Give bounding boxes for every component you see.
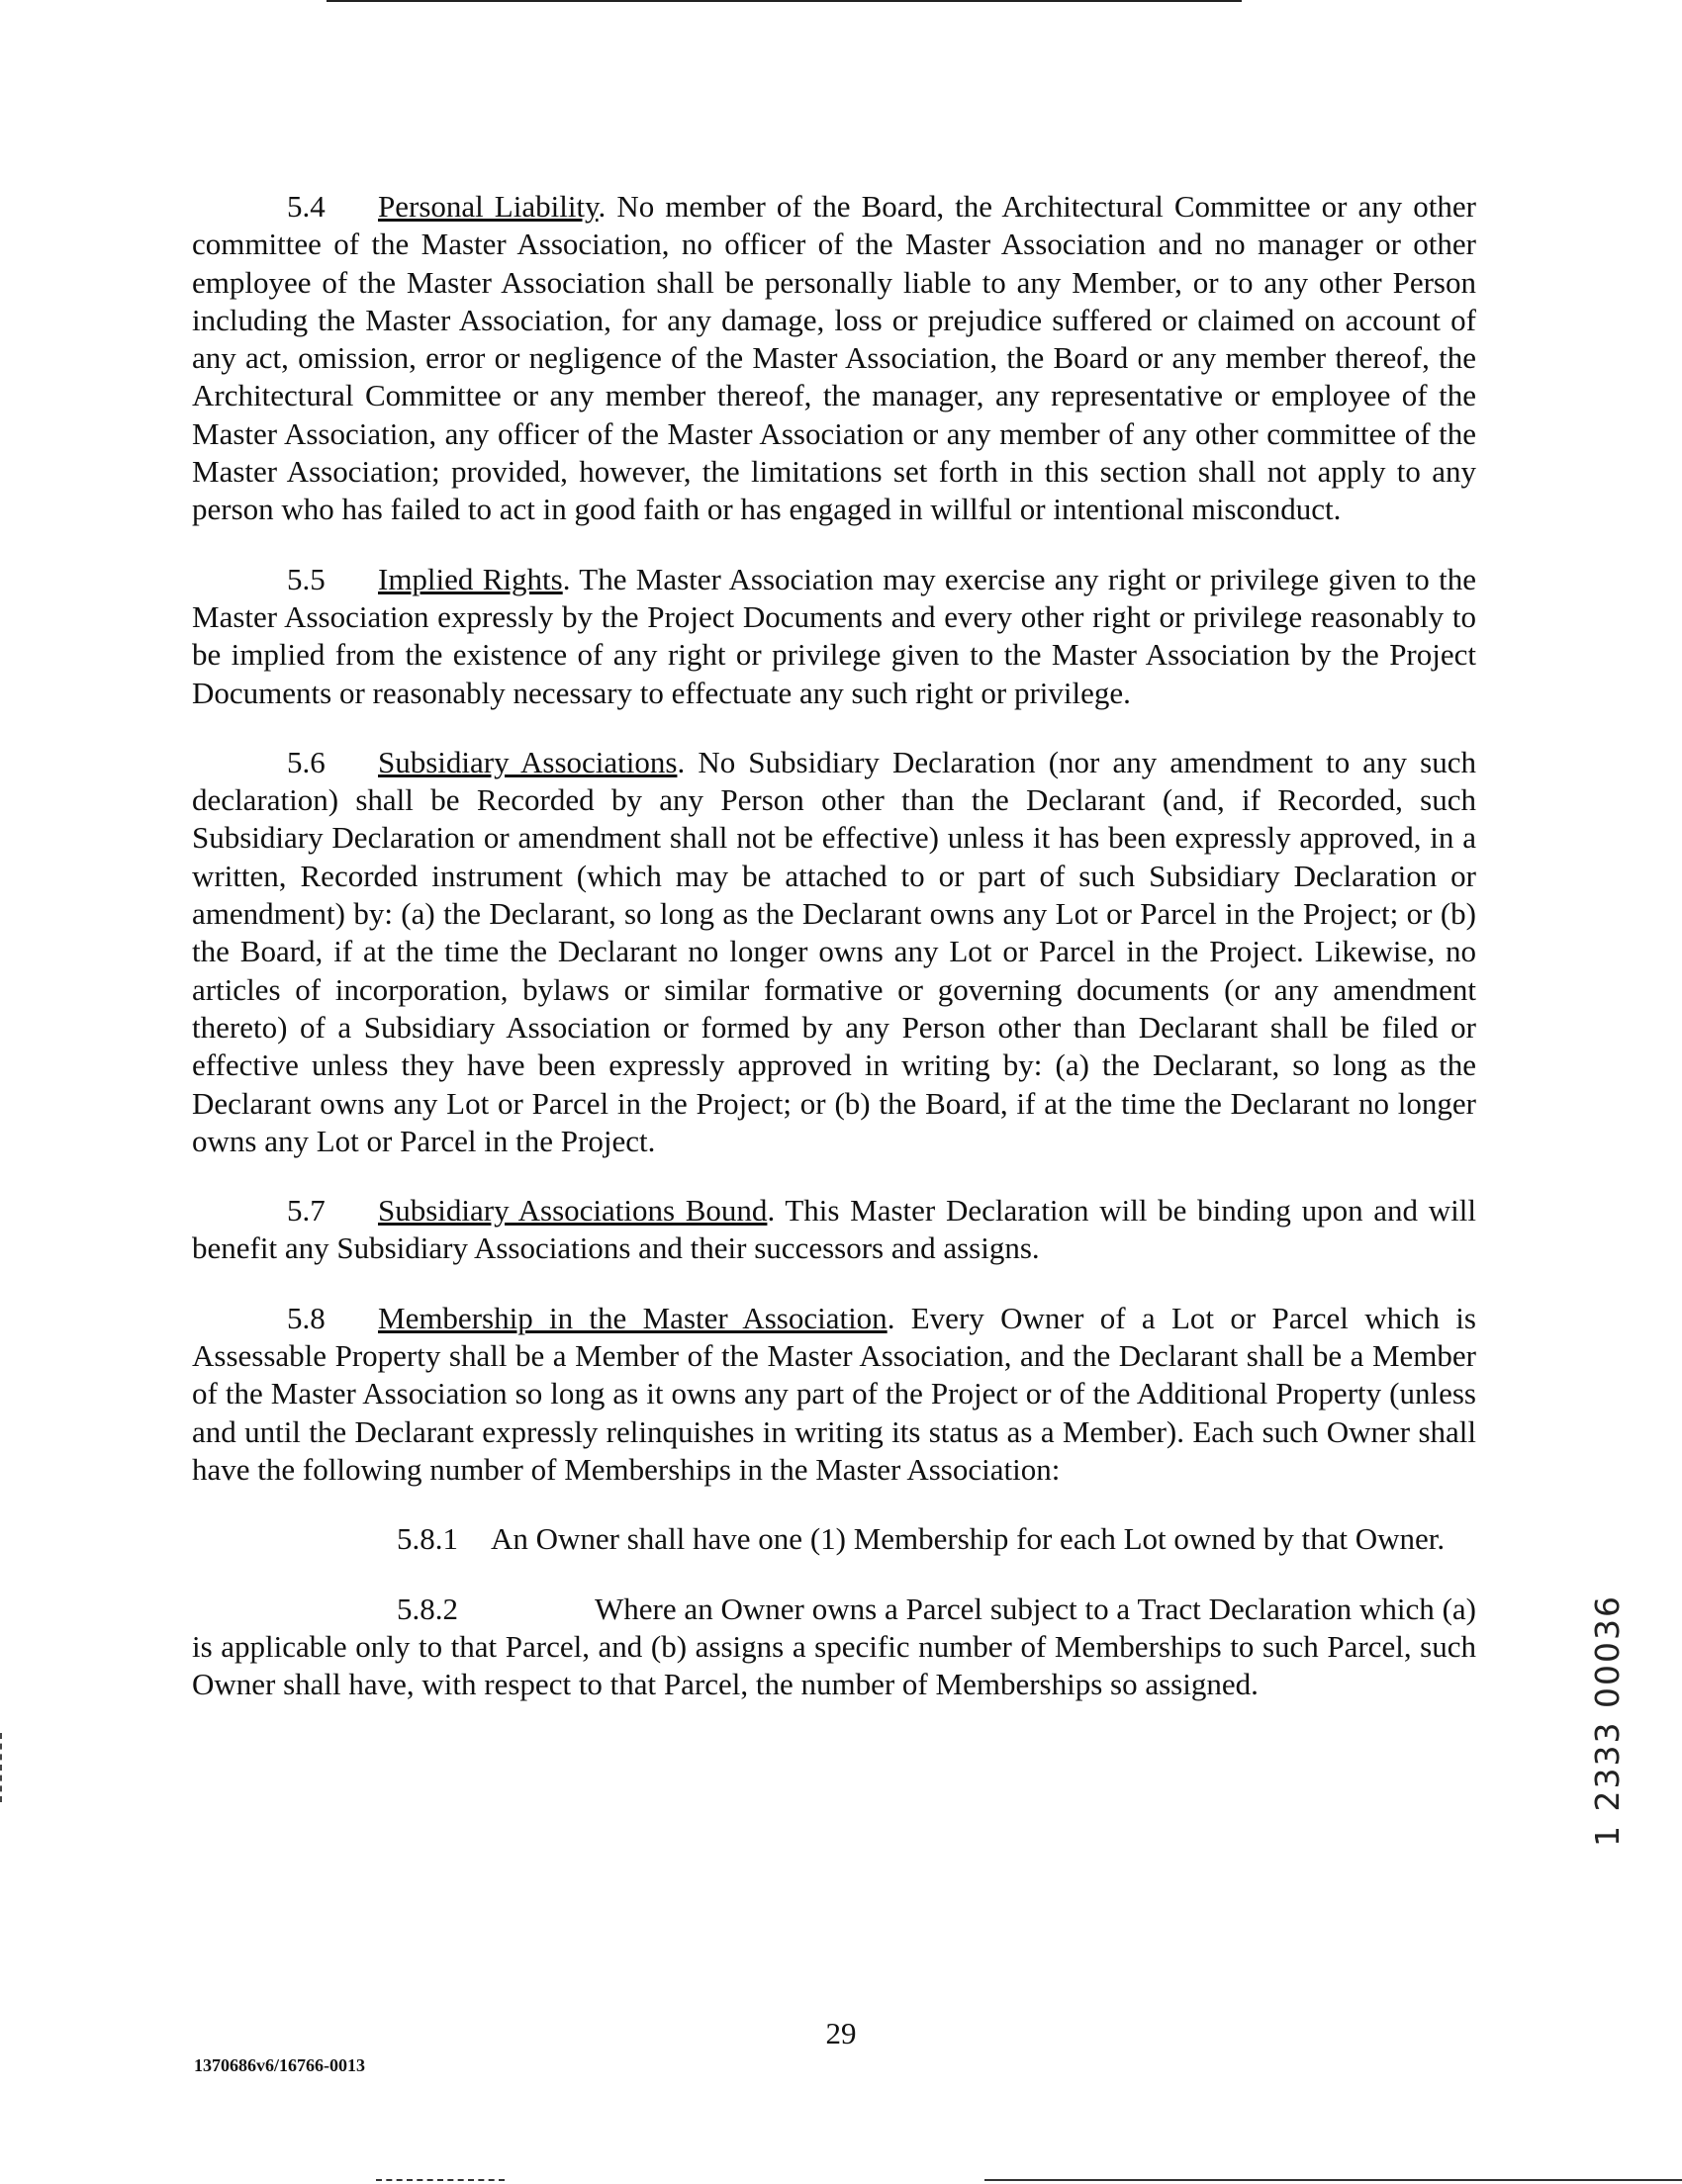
document-id: 1370686v6/16766-0013 — [194, 2055, 365, 2075]
section-heading: Membership in the Master Association — [378, 1300, 888, 1335]
section-5-8 — [192, 1300, 1476, 1489]
section-number: 5.4 — [287, 189, 326, 224]
subsection-text: Where an Owner owns a Parcel subject to a Tract Declaration which (a) is applicable only to that Parcel, and (b) assigns a specific number of Memberships to such Parcel, such Owner shall have, with respect to that Parcel, the number of Memberships so assigned. — [192, 1591, 1476, 1702]
subsection-number: 5.8.2 — [397, 1591, 458, 1626]
subsection-5-8-1 — [192, 1520, 1476, 1558]
section-text: . This Master Declaration will be binding upon and will benefit any Subsidiary Associations and their successors and assigns. — [192, 1193, 1476, 1266]
scan-margin-mark — [0, 1733, 5, 1802]
document-body — [192, 188, 1476, 1735]
section-text: . The Master Association may exercise any right or privilege given to the Master Association expressly by the Project Documents and every other right or privilege reasonably to be implied from the existence of any right or privilege given to the Master Association by the Project Documents or reasonably necessary to effectuate any such right or privilege. — [192, 561, 1476, 710]
subsection-5-8-2 — [192, 1591, 1476, 1704]
subsection-number: 5.8.1 — [397, 1521, 458, 1557]
section-number: 5.7 — [287, 1193, 326, 1228]
section-heading: Subsidiary Associations Bound — [378, 1193, 768, 1228]
section-5-5 — [192, 561, 1476, 712]
section-text: . Every Owner of a Lot or Parcel which is Assessable Property shall be a Member of the Master Association, and the Declarant shall be a Member of the Master Association so long as it owns any part of the Project or of the Additional Property (unless and until the Declarant expressly relinquishes in writing its status as a Member). Each such Owner shall have the following number of Memberships in the Master Association: — [192, 1300, 1476, 1487]
page-number: 29 — [825, 2016, 857, 2050]
section-number: 5.8 — [287, 1300, 326, 1335]
bottom-rule — [376, 2179, 505, 2181]
section-number: 5.5 — [287, 561, 326, 596]
section-5-6 — [192, 744, 1476, 1160]
section-text: . No member of the Board, the Architectural Committee or any other committee of the Master Association, no officer of the Master Association and no manager or other employee of the Master Association shall be personally liable to any Member, or to any other Person including the Master Association, for any damage, loss or prejudice suffered or claimed on account of any act, omission, error or negligence of the Master Association, the Board or any member thereof, the Architectural Committee or any member thereof, the manager, any representative or employee of the Master Association, any officer of the Master Association or any member of any other committee of the Master Association; provided, however, the limitations set forth in this section shall not apply to any person who has failed to act in good faith or has engaged in willful or intentional misconduct. — [192, 189, 1476, 527]
section-heading: Subsidiary Associations — [378, 744, 678, 779]
section-heading: Implied Rights — [378, 561, 563, 596]
section-text: . No Subsidiary Declaration (nor any amendment to any such declaration) shall be Recorded by any Person other than the Declarant (and, if Recorded, such Subsidiary Declaration or amendment shall not be effective) unless it has been expressly approved, in a written, Recorded instrument (which may be attached to or part of such Subsidiary Declaration or amendment) by: (a) the Declarant, so long as the Declarant owns any Lot or Parcel in the Project; or (b) the Board, if at the time the Declarant no longer owns any Lot or Parcel in the Project. Likewise, no articles of incorporation, bylaws or similar formative or governing documents (or any amendment thereto) of a Subsidiary Association or formed by any Person other than Declarant shall be filed or effective unless they have been expressly approved in writing by: (a) the Declarant, so long as the Declarant owns any Lot or Parcel in the Project; or (b) the Board, if at the time the Declarant no longer owns any Lot or Parcel in the Project. — [192, 744, 1476, 1158]
bottom-rule — [984, 2179, 1682, 2181]
section-5-4 — [192, 188, 1476, 529]
section-5-7 — [192, 1192, 1476, 1268]
subsection-text: An Owner shall have one (1) Membership for each Lot owned by that Owner. — [491, 1521, 1446, 1557]
section-number: 5.6 — [287, 744, 326, 779]
section-heading: Personal Liability — [378, 189, 599, 224]
top-rule — [327, 0, 1242, 2]
recording-stamp: 1 2333 00036 — [1588, 1594, 1627, 1847]
